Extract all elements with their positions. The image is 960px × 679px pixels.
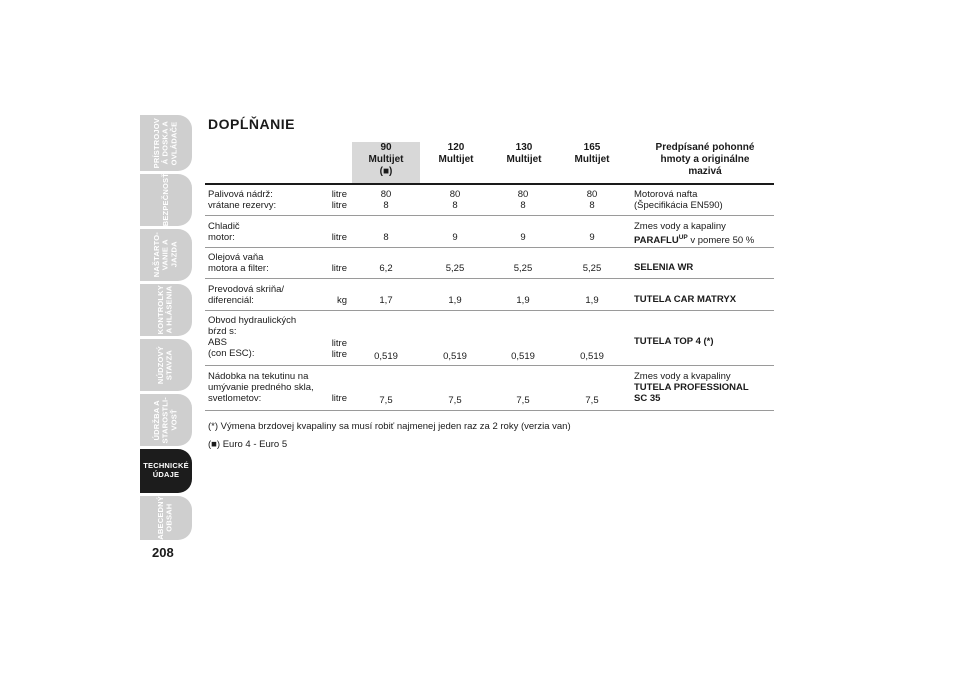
tab-label: ÚDRŽBA A STAROSTLI- VOSŤ xyxy=(152,396,179,444)
row-label: Prevodová skriňa/ diferenciál: xyxy=(208,284,285,306)
row-unit: litre xyxy=(331,393,347,404)
row-rule xyxy=(205,310,774,311)
row-unit: litre xyxy=(331,200,347,211)
column-header: 90 Multijet (■) xyxy=(368,142,404,177)
spec-sup: UP xyxy=(678,234,688,241)
row-label: Chladič motor: xyxy=(208,221,240,243)
cell-value: 0,519 xyxy=(580,351,604,362)
tab-bezpecnost[interactable] xyxy=(140,174,192,226)
spec-text xyxy=(634,371,774,404)
cell-value: 8 xyxy=(383,232,389,243)
spec-brand: PARAFLU xyxy=(634,235,679,247)
cell-value: 0,519 xyxy=(511,351,535,362)
cell-value: 80 8 xyxy=(380,189,392,211)
tab-technicke-udaje[interactable] xyxy=(140,449,192,493)
column-header: 165 Multijet xyxy=(574,142,610,165)
cell-value: 80 8 xyxy=(586,189,598,211)
tab-label: ABECEDNÝ OBSAH xyxy=(156,496,174,540)
cell-value: 5,25 xyxy=(513,263,533,274)
tab-nastartovanie[interactable] xyxy=(140,229,192,281)
cell-value: 5,25 xyxy=(445,263,465,274)
row-rule xyxy=(205,247,774,248)
spec-text xyxy=(634,221,774,246)
tab-label: KONTROLKY A HLÁSENIA xyxy=(156,285,174,335)
row-unit: litre xyxy=(331,349,347,360)
spec-text: SELENIA WR xyxy=(634,262,694,273)
cell-value: 1,9 xyxy=(448,295,462,306)
tab-label: NÚDZOVÝ STAVZA xyxy=(156,345,174,385)
cell-value: 7,5 xyxy=(516,395,530,406)
spec-text: Motorová nafta (Špecifikácia EN590) xyxy=(634,189,723,211)
row-rule xyxy=(205,365,774,366)
spec-brand: TUTELA PROFESSIONAL SC 35 xyxy=(634,382,749,404)
row-label: Palivová nádrž: vrátane rezervy: xyxy=(208,189,277,211)
spec-prefix: Zmes vody a kapaliny xyxy=(634,221,726,232)
footnote-euro: (■) Euro 4 - Euro 5 xyxy=(208,439,288,450)
tab-abecedny-obsah[interactable] xyxy=(140,496,192,540)
cell-value: 9 xyxy=(452,232,458,243)
cell-value: 0,519 xyxy=(374,351,398,362)
cell-value: 9 xyxy=(589,232,595,243)
cell-value: 9 xyxy=(520,232,526,243)
tab-label: PRÍSTROJOV Á DOSKA A OVLÁDAČE xyxy=(152,117,179,169)
page-title: DOPĹŇANIE xyxy=(208,116,295,132)
spec-text: TUTELA CAR MATRYX xyxy=(634,294,737,305)
row-unit: kg xyxy=(336,295,347,306)
tab-pristrojova-doska[interactable] xyxy=(140,115,192,171)
row-rule xyxy=(205,215,774,216)
tab-udrzba[interactable] xyxy=(140,394,192,446)
row-unit: litre xyxy=(331,189,347,200)
row-rule xyxy=(205,278,774,279)
column-header: 120 Multijet xyxy=(438,142,474,165)
spec-prefix: Zmes vody a kvapaliny xyxy=(634,371,731,382)
spec-suffix: v pomere 50 % xyxy=(687,235,755,247)
cell-value: 5,25 xyxy=(582,263,602,274)
row-unit: litre xyxy=(331,263,347,274)
cell-value: 0,519 xyxy=(443,351,467,362)
cell-value: 80 8 xyxy=(517,189,529,211)
tab-kontrolky[interactable] xyxy=(140,284,192,336)
spec-text: TUTELA TOP 4 (*) xyxy=(634,336,714,347)
tab-nudzovy-stav[interactable] xyxy=(140,339,192,391)
row-label: Nádobka na tekutinu na umývanie predného skla, svetlometov: xyxy=(208,371,314,404)
cell-value: 80 8 xyxy=(449,189,461,211)
tab-label: NAŠTARTO- VANIE A JAZDA xyxy=(152,232,179,278)
row-label: Olejová vaňa motora a filter: xyxy=(208,252,269,274)
header-rule xyxy=(205,183,774,185)
cell-value: 7,5 xyxy=(448,395,462,406)
cell-value: 1,9 xyxy=(516,295,530,306)
column-header: Predpísané pohonné hmoty a originálne mazivá xyxy=(655,142,755,177)
row-label: Obvod hydraulických bŕzd s: ABS (con ESC): xyxy=(208,315,297,359)
cell-value: 7,5 xyxy=(585,395,599,406)
column-header: 130 Multijet xyxy=(506,142,542,165)
tab-label: BEZPEČNOSŤ xyxy=(160,173,170,227)
cell-value: 7,5 xyxy=(379,395,393,406)
row-unit: litre xyxy=(331,232,347,243)
row-rule xyxy=(205,410,774,411)
row-unit: litre xyxy=(331,338,347,349)
tab-label: TECHNICKÉ ÚDAJE xyxy=(143,461,189,479)
cell-value: 6,2 xyxy=(379,263,393,274)
footnote-brake-fluid: (*) Výmena brzdovej kvapaliny sa musí robiť najmenej jeden raz za 2 roky (verzia van) xyxy=(208,421,571,432)
cell-value: 1,7 xyxy=(379,295,393,306)
cell-value: 1,9 xyxy=(585,295,599,306)
page-number: 208 xyxy=(152,545,174,560)
